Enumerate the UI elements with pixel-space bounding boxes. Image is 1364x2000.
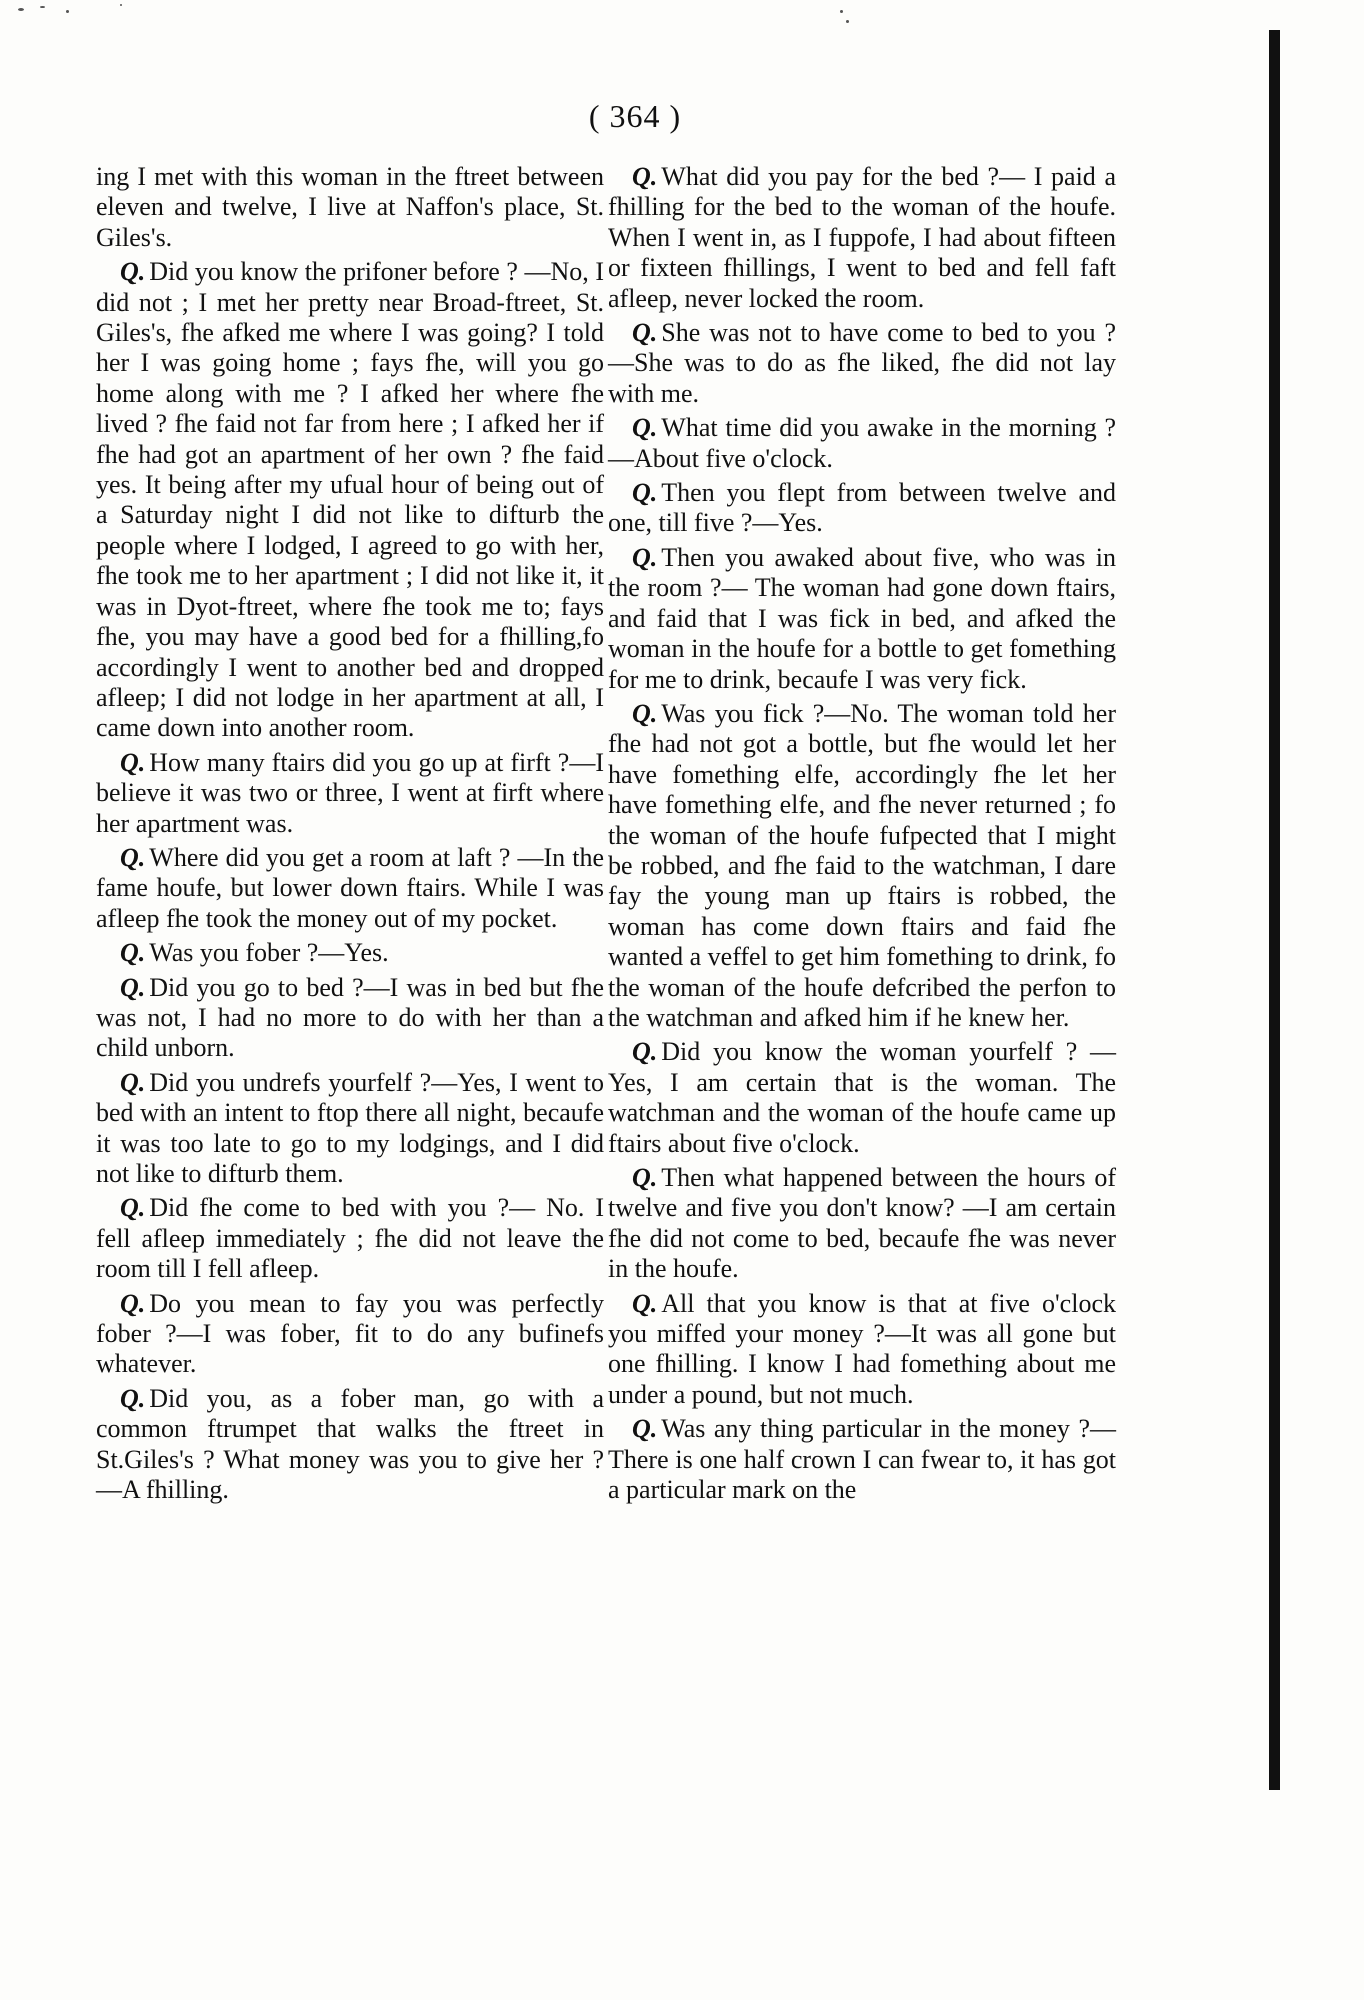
paragraph-text: Did you know the woman yourfelf ? —Yes, I am certain that is the woman. The watchman and the woman of the houfe came up ftairs about five o'clock.	[608, 1037, 1116, 1158]
paragraph	[608, 162, 1116, 314]
paragraph	[608, 413, 1116, 474]
binding-shadow	[1269, 30, 1280, 1790]
paragraph-text: What did you pay for the bed ?— I paid a fhilling for the bed to the woman of the houfe. When I went in, as I fuppofe, I had about fifteen or fixteen fhillings, I went to bed and fell faft afleep, never locked the room.	[608, 162, 1116, 313]
question-marker: Q.	[120, 972, 146, 1002]
paragraph	[608, 1037, 1116, 1159]
paragraph-text: How many ftairs did you go up at firft ?—I believe it was two or three, I went at firft where her apartment was.	[96, 747, 604, 838]
question-marker: Q.	[632, 413, 658, 443]
paragraph	[96, 162, 604, 253]
paragraph	[608, 478, 1116, 539]
paragraph-text: Where did you get a room at laft ? —In the fame houfe, but lower down ftairs. While I was afleep fhe took the money out of my pocket.	[96, 842, 604, 933]
question-marker: Q.	[120, 938, 146, 968]
paragraph	[96, 1289, 604, 1380]
paragraph	[96, 843, 604, 934]
paragraph	[96, 1068, 604, 1190]
question-marker: Q.	[632, 478, 658, 508]
question-marker: Q.	[120, 842, 146, 872]
question-marker: Q.	[632, 1288, 658, 1318]
question-marker: Q.	[120, 747, 146, 777]
page-edge-speckle	[0, 0, 1364, 24]
paragraph-text: Did you go to bed ?—I was in bed but fhe was not, I had no more to do with her than a child unborn.	[96, 972, 604, 1063]
paragraph-text: What time did you awake in the morning ?—About five o'clock.	[608, 413, 1116, 473]
paragraph-text: ing I met with this woman in the ftreet between eleven and twelve, I live at Naffon's place, St. Giles's.	[96, 162, 604, 252]
paragraph	[608, 318, 1116, 409]
question-marker: Q.	[120, 257, 146, 287]
paragraph	[608, 1414, 1116, 1505]
question-marker: Q.	[632, 1414, 658, 1444]
question-marker: Q.	[632, 1163, 658, 1192]
paragraph	[96, 973, 604, 1064]
left-column	[96, 162, 604, 1509]
paragraph	[96, 938, 604, 968]
speck	[40, 6, 45, 8]
paragraph-text: Did you undrefs yourfelf ?—Yes, I went to bed with an intent to ftop there all night, becaufe it was too late to go to my lodgings, and I did not like to difturb them.	[96, 1067, 604, 1188]
speck	[846, 20, 849, 23]
paragraph-text: All that you know is that at five o'clock you miffed your money ?—It was all gone but one fhilling. I know I had fomething about me under a pound, but not much.	[608, 1288, 1116, 1409]
right-column	[608, 162, 1116, 1509]
question-marker: Q.	[632, 698, 658, 728]
paragraph	[96, 1384, 604, 1506]
paragraph-text: Was any thing particular in the money ?—There is one half crown I can fwear to, it has got a particular mark on the	[608, 1414, 1116, 1505]
speck	[18, 8, 24, 11]
paragraph	[608, 1163, 1116, 1285]
paragraph-text: Then you flept from between twelve and one, till five ?—Yes.	[608, 478, 1116, 538]
question-marker: Q.	[632, 318, 658, 348]
paragraph	[96, 748, 604, 839]
paragraph-text: Was you fick ?—No. The woman told her fhe had not got a bottle, but fhe would let her have fomething elfe, accordingly fhe let her have fomething elfe, and fhe never returned ; fo the woman of the houfe fufpected that I might be robbed, and fhe faid to the watchman, I dare fay the young man up ftairs is robbed, the woman has come down ftairs and faid fhe wanted a veffel to get him fomething to drink, fo the woman of the houfe defcribed the perfon to the watchman and afked him if he knew her.	[608, 698, 1116, 1032]
page-number: ( 364 )	[588, 98, 682, 134]
question-marker: Q.	[632, 542, 658, 572]
paragraph-text: Then you awaked about five, who was in the room ?— The woman had gone down ftairs, and faid that I was fick in bed, and afked the woman in the houfe for a bottle to get fomething for me to drink, becaufe I was very fick.	[608, 542, 1116, 694]
speck	[120, 4, 122, 6]
speck	[66, 10, 69, 13]
paragraph-text: Was you fober ?—Yes.	[149, 938, 389, 968]
paragraph	[608, 543, 1116, 695]
question-marker: Q.	[632, 162, 658, 191]
paragraph-text: Did fhe come to bed with you ?— No. I fell afleep immediately ; fhe did not leave the room till I fell afleep.	[96, 1193, 604, 1284]
question-marker: Q.	[120, 1193, 146, 1223]
paragraph-text: She was not to have come to bed to you ?—She was to do as fhe liked, fhe did not lay with me.	[608, 318, 1116, 408]
paragraph-text: Do you mean to fay you was perfectly fober ?—I was fober, fit to do any bufinefs whatever.	[96, 1288, 604, 1379]
paragraph-text: Did you, as a fober man, go with a common ftrumpet that walks the ftreet in St.Giles's ? What money was you to give her ?—A fhilling.	[96, 1383, 604, 1505]
paragraph	[96, 257, 604, 744]
question-marker: Q.	[120, 1067, 146, 1097]
paragraph	[608, 699, 1116, 1033]
speck	[840, 10, 843, 13]
paragraph-text: Then what happened between the hours of twelve and five you don't know? —I am certain fhe did not come to bed, becaufe fhe was never in the houfe.	[608, 1163, 1116, 1284]
question-marker: Q.	[632, 1037, 658, 1067]
paragraph	[608, 1289, 1116, 1411]
question-marker: Q.	[120, 1288, 146, 1318]
question-marker: Q.	[120, 1383, 146, 1413]
paragraph-text: Did you know the prifoner before ? —No, I did not ; I met her pretty near Broad-ftreet, St. Giles's, fhe afked me where I was going? I told her I was going home ; fays fhe, will you go home along with me ? I afked her where fhe lived ? fhe faid not far from here ; I afked her if fhe had got an apartment of her own ? fhe faid yes. It being after my ufual hour of being out of a Saturday night I did not like to difturb the people where I lodged, I agreed to go with her, fhe took me to her apartment ; I did not like it, it was in Dyot-ftreet, where fhe took me to; fays fhe, you may have a good bed for a fhilling,fo accordingly I went to another bed and dropped afleep; I did not lodge in her apartment at all, I came down into another room.	[96, 257, 604, 743]
paragraph	[96, 1193, 604, 1284]
